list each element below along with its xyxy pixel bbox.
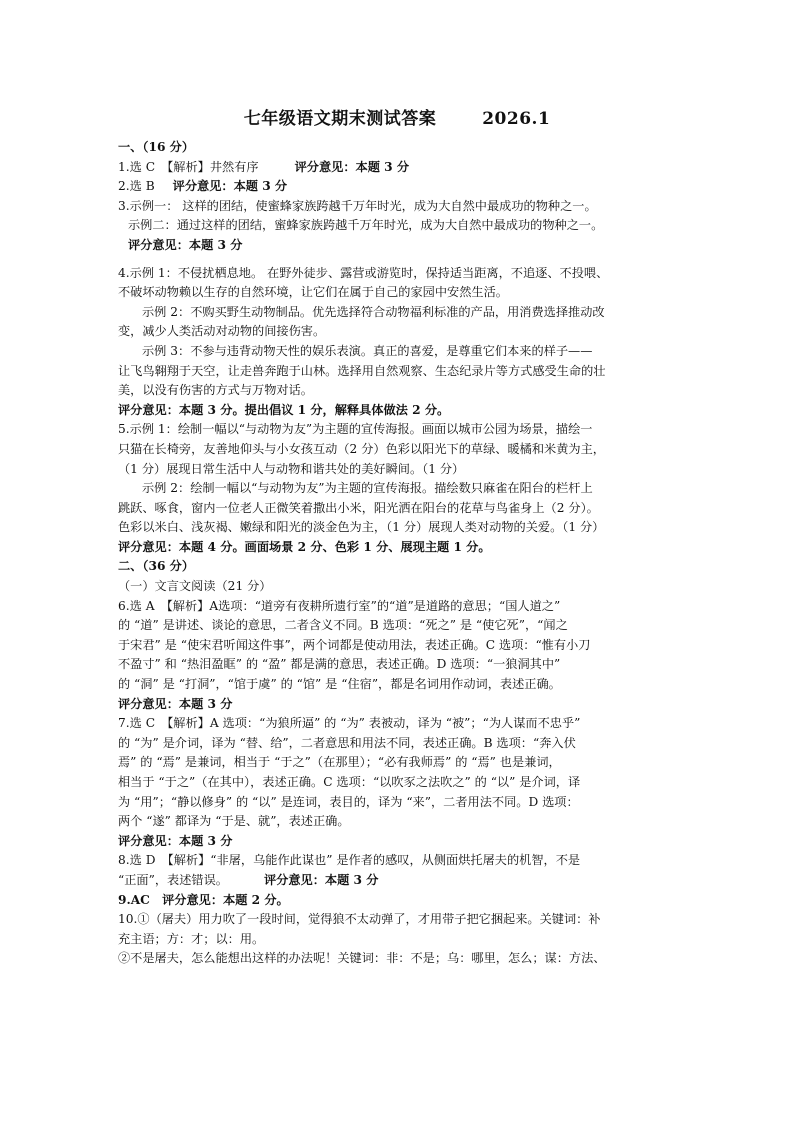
q6-line-2: 的 “道” 是讲述、谈论的意思，二者含义不同。B 选项：“死之” 是 “使它死”，“闻之 xyxy=(118,618,568,633)
q4-line-4: 变，减少人类活动对动物的间接伤害。 xyxy=(118,324,326,339)
q5-line-6: 色彩以米白、浅灰褐、嫩绿和阳光的淡金色为主，（1 分）展现人类对动物的关爱。（1 分） xyxy=(118,520,605,535)
q7-line-4: 相当于 “于之”（在其中），表述正确。C 选项：“以吹豕之法吹之” 的 “以” 是介词，译 xyxy=(118,775,581,789)
q6-line-4: 不盈寸” 和 “热泪盈眶” 的 “盈” 都是满的意思，表述正确。D 选项：“一狼洞其中” xyxy=(118,657,561,672)
q1-scoring: 评分意见：本题 3 分 xyxy=(294,159,410,174)
q4-line-5: 示例 3：不参与违背动物天性的娱乐表演。真正的喜爱，是尊重它们本来的样子—— xyxy=(142,343,593,358)
q4-line-7: 美，以没有伤害的方式与万物对话。 xyxy=(118,383,313,398)
answer-content xyxy=(118,138,688,969)
q5-scoring: 评分意见：本题 4 分。画面场景 2 分、色彩 1 分、展现主题 1 分。 xyxy=(118,539,491,554)
q1-line xyxy=(118,158,688,178)
q5-line-1: 5.示例 1：绘制一幅以“与动物为友”为主题的宣传海报。画面以城市公园为场景，描绘一 xyxy=(118,422,593,437)
q2-scoring: 评分意见：本题 3 分 xyxy=(172,179,288,194)
q2-answer: 2.选 B xyxy=(118,179,155,194)
q6-line-3: 于宋君” 是 “使宋君听闻这件事”，两个词都是使动用法，表述正确。C 选项：“惟有小刀 xyxy=(118,637,591,652)
q7-line-5: 为 “用”；“静以修身” 的 “以” 是连词，表目的，译为 “来”，二者用法不同。D 选项： xyxy=(118,794,579,809)
q4-line-2: 不破坏动物赖以生存的自然环境，让它们在属于自己的家园中安然生活。 xyxy=(118,285,508,300)
q10-line-2: 充主语；方：才；以：用。 xyxy=(118,931,265,946)
q4-line-6: 让飞鸟翱翔于天空，让走兽奔跑于山林。选择用自然观察、生态纪录片等方式感受生命的壮 xyxy=(118,363,606,378)
q9-line: 9.AC 评分意见：本题 2 分。 xyxy=(118,892,289,907)
q6-scoring: 评分意见：本题 3 分 xyxy=(118,696,233,711)
q8-line-2 xyxy=(118,871,688,891)
page-title xyxy=(0,104,794,129)
title-date: 2026.1 xyxy=(482,109,551,129)
q6-line-1: 6.选 A 【解析】A选项：“道旁有夜耕所遗行室”的“道”是道路的意思；“国人道之” xyxy=(118,598,561,613)
q4-line-3: 示例 2：不购买野生动物制品。优先选择符合动物福利标准的产品，用消费选择推动改 xyxy=(142,304,605,319)
q8-line-1: 8.选 D 【解析】“非屠，乌能作此谋也” 是作者的感叹，从侧面烘托屠夫的机智，不是 xyxy=(118,853,581,868)
q7-line-1: 7.选 C 【解析】A 选项：“为狼所逼” 的 “为” 表被动，译为 “被”；“为人谋而不忠乎” xyxy=(118,716,581,731)
q4-scoring: 评分意见：本题 3 分。提出倡议 1 分，解释具体做法 2 分。 xyxy=(118,402,450,417)
q1-answer: 1.选 C 【解析】井然有序 xyxy=(118,159,259,174)
q8-line-2-text: “正面”，表述错误。 xyxy=(118,872,228,887)
q10-line-3: ②不是屠夫，怎么能想出这样的办法呢！关键词：非：不是；乌：哪里，怎么；谋：方法、 xyxy=(118,951,606,966)
q7-line-6: 两个 “遂” 都译为 “于是、就”，表述正确。 xyxy=(118,814,350,829)
q3-line-2: 示例二：通过这样的团结，蜜蜂家族跨越千万年时光，成为大自然中最成功的物种之一。 xyxy=(128,218,604,233)
q2-line xyxy=(118,177,688,197)
section-1-heading: 一、（16 分） xyxy=(118,140,195,154)
section-2-heading: 二、（36 分） xyxy=(118,559,195,574)
q5-line-3: （1 分）展现日常生活中人与动物和谐共处的美好瞬间。（1 分） xyxy=(118,461,465,476)
section-2-subheading: （一）文言文阅读（21 分） xyxy=(118,579,272,594)
q3-scoring: 评分意见：本题 3 分 xyxy=(128,237,243,252)
q5-line-2: 只猫在长椅旁，友善地仰头与小女孩互动（2 分）色彩以阳光下的草绿、暖橘和米黄为主， xyxy=(118,441,605,456)
q5-line-5: 跳跃、啄食，窗内一位老人正微笑着撒出小米，阳光洒在阳台的花草与鸟雀身上（2 分）。 xyxy=(118,500,599,515)
q7-scoring: 评分意见：本题 3 分 xyxy=(118,833,233,848)
q4-line-1: 4.示例 1：不侵扰栖息地。 在野外徒步、露营或游览时，保持适当距离，不追逐、不投喂、 xyxy=(118,265,609,280)
q8-scoring: 评分意见：本题 3 分 xyxy=(263,872,379,887)
q7-line-3: 焉” 的 “焉” 是兼词，相当于 “于之”（在那里）；“必有我师焉” 的 “焉” 也是兼词， xyxy=(118,755,561,770)
q7-line-2: 的 “为” 是介词，译为 “替、给”，二者意思和用法不同，表述正确。B 选项：“奔入伏 xyxy=(118,735,576,750)
q5-line-4: 示例 2：绘制一幅以“与动物为友”为主题的宣传海报。描绘数只麻雀在阳台的栏杆上 xyxy=(142,481,593,496)
q6-line-5: 的 “洞” 是 “打洞”，“馆于虞” 的 “馆” 是 “住宿”，都是名词用作动词，表述正确。 xyxy=(118,677,561,692)
title-text: 七年级语文期末测试答案 xyxy=(243,109,437,129)
q10-line-1: 10.①（屠夫）用力吹了一段时间，觉得狼不太动弹了，才用带子把它捆起来。关键词：补 xyxy=(118,912,601,927)
q3-line-1: 3.示例一： 这样的团结，使蜜蜂家族跨越千万年时光，成为大自然中最成功的物种之一。 xyxy=(118,198,597,213)
